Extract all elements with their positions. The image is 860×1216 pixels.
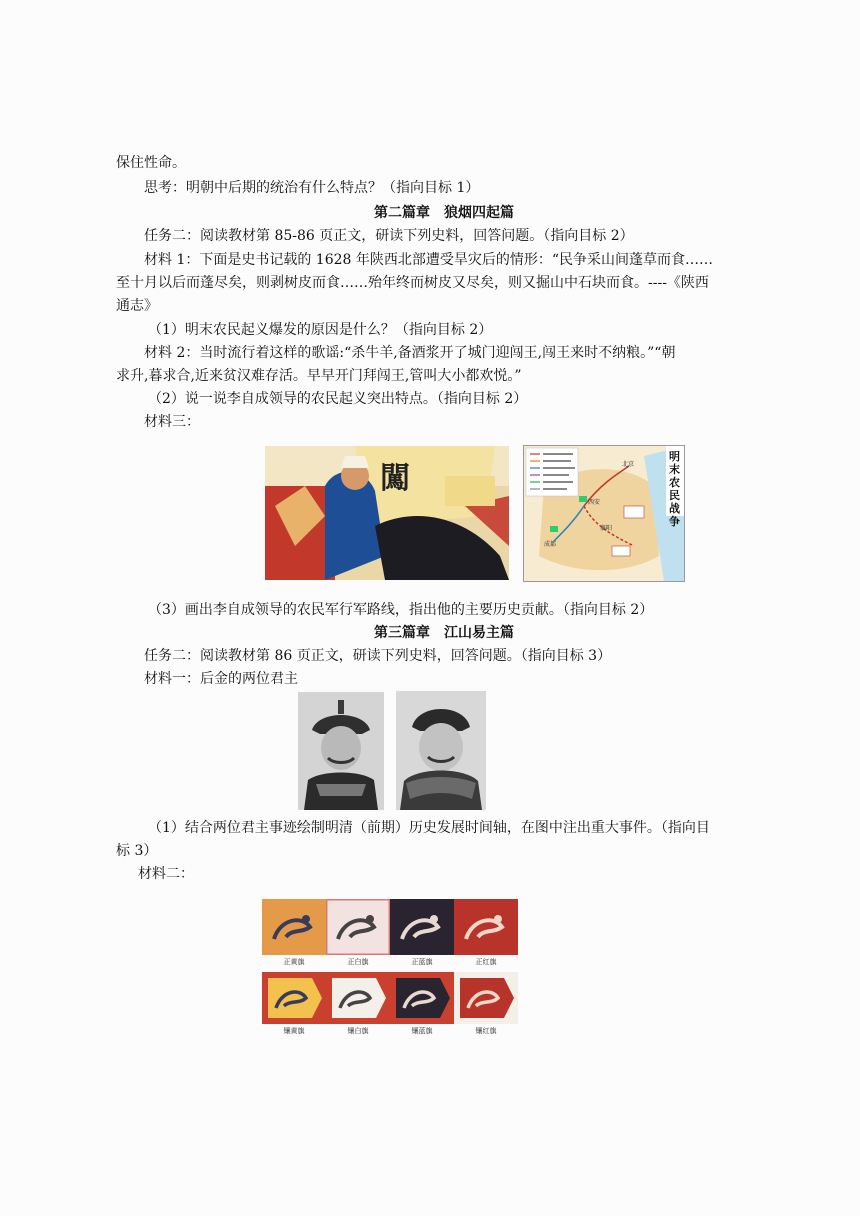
banner-flag [390, 972, 454, 1024]
text-line: （2）说一说李自成领导的农民起义突出特点。（指向目标 2） [148, 391, 528, 407]
banner-flag [454, 899, 518, 955]
banner-flag [390, 899, 454, 955]
flag-caption: 正红旗 [475, 958, 497, 966]
section-heading: 第三篇章 江山易主篇 [374, 625, 514, 641]
peasant-war-map [523, 445, 685, 582]
text-line: （1）结合两位君主事迹绘制明清（前期）历史发展时间轴，在图中注出重大事件。（指向目 [148, 820, 710, 836]
text-line: 材料二： [138, 866, 194, 882]
text-line: 材料三： [144, 414, 200, 430]
text-line: （3）画出李自成领导的农民军行军路线，指出他的主要历史贡献。（指向目标 2） [148, 602, 654, 618]
text-line: 任务二：阅读教材第 85-86 页正文，研读下列史料，回答问题。（指向目标 2） [144, 228, 634, 244]
map-place-label: 成都 [544, 541, 557, 548]
portrait-nurhaci [298, 692, 384, 810]
text-line: 保住性命。 [116, 155, 186, 171]
text-line: 材料 1：下面是史书记载的 1628 年陕西北部遭受旱灾后的情形：“民争采山间蓬草而食…… [144, 252, 714, 268]
text-line: 通志》 [116, 298, 158, 314]
li-zicheng-painting [265, 446, 509, 580]
flag-caption: 正蓝旗 [411, 958, 433, 966]
flag-caption: 镶蓝旗 [411, 1027, 433, 1035]
banner-character: 闖 [380, 461, 410, 496]
flag-caption: 正黄旗 [283, 958, 305, 966]
map-place-label: 北京 [622, 461, 635, 468]
flag-caption: 镶红旗 [475, 1027, 497, 1035]
text-line: 标 3） [116, 843, 158, 859]
text-line: 至十月以后而蓬尽矣，则剥树皮而食……殆年终而树皮又尽矣，则又掘山中石块而食。----《陕西 [116, 275, 709, 291]
text-line: 思考：明朝中后期的统治有什么特点？（指向目标 1） [144, 180, 480, 196]
banner-flag [326, 972, 390, 1024]
text-line: 材料 2：当时流行着这样的歌谣:“杀牛羊,备酒浆开了城门迎闯王,闯王来时不纳粮。”“朝 [144, 345, 676, 361]
map-place-label: 襄阳 [600, 525, 613, 532]
banner-flag [326, 899, 390, 955]
flag-caption: 镶黄旗 [283, 1027, 305, 1035]
banner-flag [262, 899, 326, 955]
text-line: 材料一：后金的两位君主 [144, 671, 298, 687]
text-line: 任务二：阅读教材第 86 页正文，研读下列史料，回答问题。（指向目标 3） [144, 648, 612, 664]
portrait-hong-taiji [396, 691, 486, 810]
text-line: 求升,暮求合,近来贫汉难存活。早早开门拜闯王,管叫大小都欢悦。” [116, 368, 522, 384]
map-title: 明末农民战争 [669, 450, 680, 528]
section-heading: 第二篇章 狼烟四起篇 [374, 205, 514, 221]
map-place-label: 西安 [588, 499, 601, 506]
banner-flag [454, 972, 518, 1024]
flag-caption: 正白旗 [347, 958, 369, 966]
banner-flag [262, 972, 326, 1024]
flag-caption: 镶白旗 [347, 1027, 369, 1035]
text-line: （1）明末农民起义爆发的原因是什么？（指向目标 2） [148, 322, 493, 338]
